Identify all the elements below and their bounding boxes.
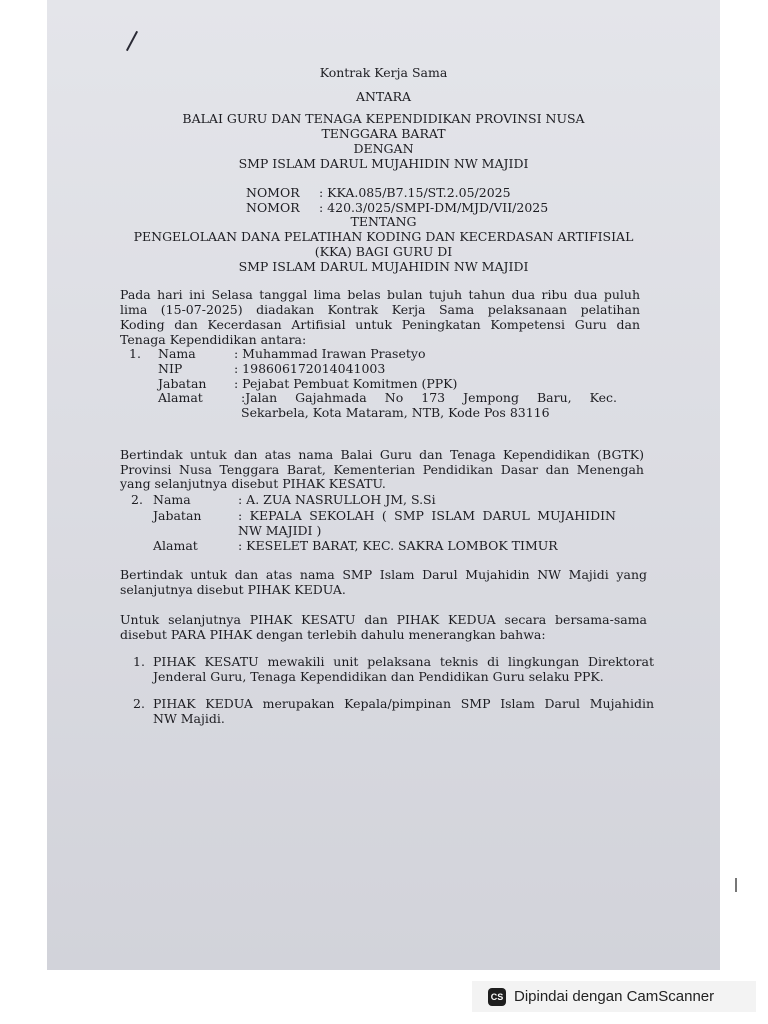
- intro-line: Pada hari ini Selasa tanggal lima belas bulan tujuh tahun dua ribu dua puluh: [120, 287, 640, 302]
- party1-number: 1.: [129, 346, 141, 361]
- party1-jabatan: : Pejabat Pembuat Komitmen (PPK): [234, 376, 458, 391]
- antara-label: ANTARA: [355, 89, 412, 104]
- subject-line3: SMP ISLAM DARUL MUJAHIDIN NW MAJIDI: [238, 259, 529, 274]
- point-line: PIHAK KESATU mewakili unit pelaksana teknis di lingkungan Direktorat: [153, 654, 654, 669]
- point-line: Jenderal Guru, Tenaga Kependidikan dan Pendidikan Guru selaku PPK.: [153, 669, 604, 684]
- camscanner-icon: CS: [488, 988, 506, 1006]
- point-number: 1.: [133, 654, 145, 669]
- point-number: 2.: [133, 696, 145, 711]
- party1-heading-line1: BALAI GURU DAN TENAGA KEPENDIDIKAN PROVINSI NUSA: [182, 111, 585, 126]
- party2-desc-line: Bertindak untuk dan atas nama SMP Islam Darul Mujahidin NW Majidi yang: [120, 567, 647, 582]
- party2-jabatan-label: Jabatan: [153, 508, 202, 523]
- nomor-value-1: : KKA.085/B7.15/ST.2.05/2025: [319, 185, 511, 200]
- party2-nama: : A. ZUA NASRULLOH JM, S.Si: [238, 492, 436, 507]
- intro-line: Tenaga Kependidikan antara:: [120, 332, 307, 347]
- nomor-label-1: NOMOR: [246, 185, 300, 200]
- party1-desc-line: Bertindak untuk dan atas nama Balai Guru dan Tenaga Kependidikan (BGTK): [120, 447, 644, 462]
- subject-line1: PENGELOLAAN DANA PELATIHAN KODING DAN KECERDASAN ARTIFISIAL: [133, 229, 634, 244]
- party2-alamat: : KESELET BARAT, KEC. SAKRA LOMBOK TIMUR: [238, 538, 558, 553]
- para-pihak-line: Untuk selanjutnya PIHAK KESATU dan PIHAK KEDUA secara bersama-sama: [120, 612, 647, 627]
- party2-nama-label: Nama: [153, 492, 191, 507]
- nomor-value-2: : 420.3/025/SMPI-DM/MJD/VII/2025: [319, 200, 549, 215]
- party1-nip-label: NIP: [158, 361, 183, 376]
- party1-alamat-label: Alamat: [158, 390, 203, 405]
- intro-line: Koding dan Kecerdasan Artifisial untuk Peningkatan Kompetensi Guru dan: [120, 317, 640, 332]
- party2-heading: SMP ISLAM DARUL MUJAHIDIN NW MAJIDI: [238, 156, 529, 171]
- party2-jabatan-line1: : KEPALA SEKOLAH ( SMP ISLAM DARUL MUJAHIDIN: [238, 508, 616, 523]
- document-title: Kontrak Kerja Sama: [319, 65, 448, 80]
- party2-desc-line: selanjutnya disebut PIHAK KEDUA.: [120, 582, 346, 597]
- camscanner-watermark: [472, 981, 756, 1012]
- scan-artifact: [735, 878, 737, 892]
- camscanner-text: Dipindai dengan CamScanner: [514, 988, 715, 1005]
- scanned-page: [47, 0, 720, 970]
- party1-desc-line: yang selanjutnya disebut PIHAK KESATU.: [120, 476, 386, 491]
- party1-jabatan-label: Jabatan: [158, 376, 207, 391]
- party1-nip: : 198606172014041003: [234, 361, 386, 376]
- party1-alamat-line2: Sekarbela, Kota Mataram, NTB, Kode Pos 83116: [241, 405, 550, 420]
- party2-alamat-label: Alamat: [153, 538, 198, 553]
- party1-heading-line2: TENGGARA BARAT: [321, 126, 446, 141]
- point-line: PIHAK KEDUA merupakan Kepala/pimpinan SMP Islam Darul Mujahidin: [153, 696, 654, 711]
- para-pihak-line: disebut PARA PIHAK dengan terlebih dahulu menerangkan bahwa:: [120, 627, 546, 642]
- party2-number: 2.: [131, 492, 143, 507]
- subject-line2: (KKA) BAGI GURU DI: [314, 244, 453, 259]
- party1-desc-line: Provinsi Nusa Tenggara Barat, Kementerian Pendidikan Dasar dan Menengah: [120, 462, 644, 477]
- tentang-label: TENTANG: [350, 214, 417, 229]
- nomor-label-2: NOMOR: [246, 200, 300, 215]
- dengan-label: DENGAN: [353, 141, 414, 156]
- party1-alamat-line1: :Jalan Gajahmada No 173 Jempong Baru, Kec.: [241, 390, 617, 405]
- party1-nama-label: Nama: [158, 346, 196, 361]
- intro-line: lima (15-07-2025) diadakan Kontrak Kerja Sama pelaksanaan pelatihan: [120, 302, 640, 317]
- pen-mark: [126, 31, 138, 51]
- party2-jabatan-line2: NW MAJIDI ): [238, 523, 322, 538]
- party1-nama: : Muhammad Irawan Prasetyo: [234, 346, 426, 361]
- point-line: NW Majidi.: [153, 711, 225, 726]
